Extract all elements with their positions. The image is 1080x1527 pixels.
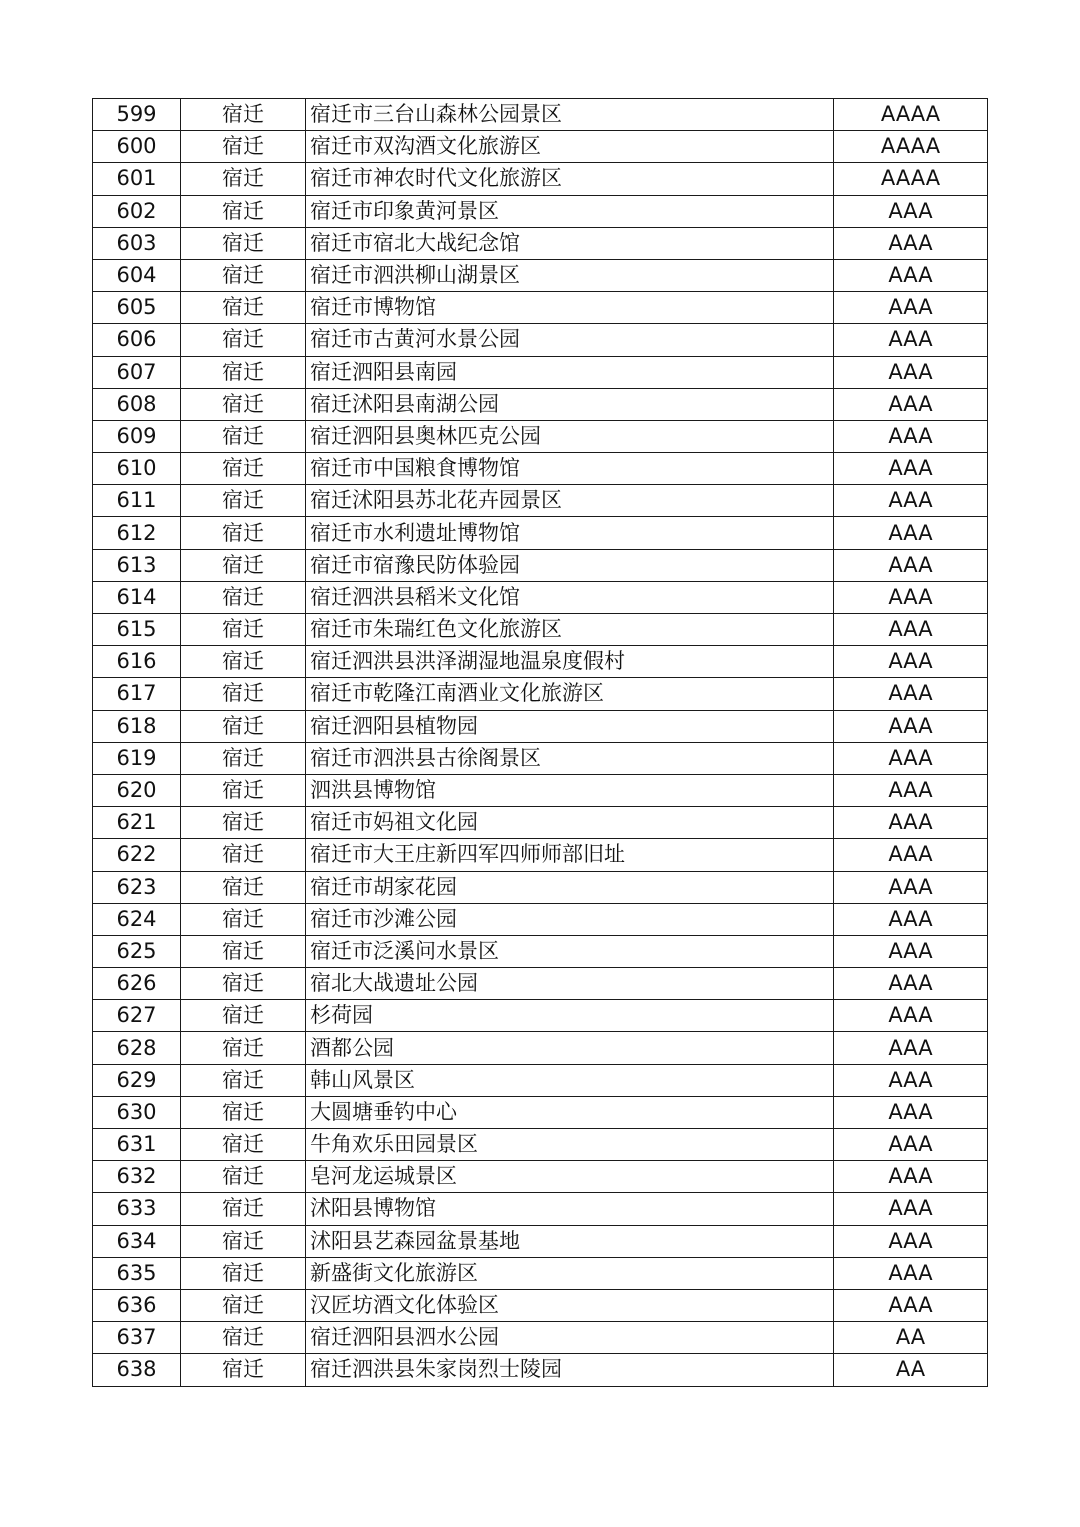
table-row — [93, 774, 988, 806]
row-city: 宿迁 — [181, 227, 306, 259]
row-city: 宿迁 — [181, 1064, 306, 1096]
row-city: 宿迁 — [181, 1322, 306, 1354]
row-number: 603 — [93, 227, 181, 259]
row-number: 608 — [93, 388, 181, 420]
row-number: 629 — [93, 1064, 181, 1096]
row-scenic-name: 宿迁泗洪县稻米文化馆 — [306, 581, 834, 613]
row-number: 637 — [93, 1322, 181, 1354]
row-number: 620 — [93, 774, 181, 806]
row-number: 636 — [93, 1289, 181, 1321]
row-city: 宿迁 — [181, 1289, 306, 1321]
row-city: 宿迁 — [181, 420, 306, 452]
row-scenic-name: 宿迁市中国粮食博物馆 — [306, 453, 834, 485]
row-level: AAA — [834, 259, 988, 291]
row-level: AAA — [834, 1225, 988, 1257]
row-level: AAA — [834, 968, 988, 1000]
table-row — [93, 453, 988, 485]
row-city: 宿迁 — [181, 774, 306, 806]
row-city: 宿迁 — [181, 259, 306, 291]
table-row — [93, 935, 988, 967]
table-row — [93, 1257, 988, 1289]
row-city: 宿迁 — [181, 485, 306, 517]
table-row — [93, 420, 988, 452]
row-scenic-name: 宿迁市双沟酒文化旅游区 — [306, 131, 834, 163]
row-scenic-name: 牛角欢乐田园景区 — [306, 1129, 834, 1161]
row-level: AAA — [834, 1000, 988, 1032]
table-row — [93, 549, 988, 581]
table-row — [93, 1289, 988, 1321]
row-number: 623 — [93, 871, 181, 903]
row-level: AAA — [834, 453, 988, 485]
row-city: 宿迁 — [181, 710, 306, 742]
row-scenic-name: 宿迁泗阳县泗水公园 — [306, 1322, 834, 1354]
row-city: 宿迁 — [181, 1032, 306, 1064]
row-level: AAA — [834, 549, 988, 581]
row-scenic-name: 宿迁市宿北大战纪念馆 — [306, 227, 834, 259]
row-scenic-name: 宿迁市胡家花园 — [306, 871, 834, 903]
table-row — [93, 710, 988, 742]
row-level: AAA — [834, 420, 988, 452]
row-level: AAA — [834, 871, 988, 903]
table-row — [93, 195, 988, 227]
row-number: 612 — [93, 517, 181, 549]
row-number: 622 — [93, 839, 181, 871]
row-city: 宿迁 — [181, 99, 306, 131]
row-scenic-name: 宿迁泗洪县洪泽湖湿地温泉度假村 — [306, 646, 834, 678]
row-level: AAA — [834, 742, 988, 774]
row-level: AAA — [834, 1064, 988, 1096]
row-level: AA — [834, 1354, 988, 1386]
row-number: 634 — [93, 1225, 181, 1257]
row-level: AAA — [834, 1096, 988, 1128]
row-scenic-name: 宿迁市沙滩公园 — [306, 903, 834, 935]
row-number: 601 — [93, 163, 181, 195]
row-level: AAA — [834, 485, 988, 517]
row-level: AAA — [834, 292, 988, 324]
row-number: 604 — [93, 259, 181, 291]
row-level: AAA — [834, 356, 988, 388]
table-row — [93, 1096, 988, 1128]
row-number: 606 — [93, 324, 181, 356]
table-row — [93, 388, 988, 420]
row-scenic-name: 宿迁市朱瑞红色文化旅游区 — [306, 614, 834, 646]
row-city: 宿迁 — [181, 1193, 306, 1225]
table-row — [93, 99, 988, 131]
row-level: AAA — [834, 324, 988, 356]
scenic-area-table-sheet — [92, 98, 987, 1387]
row-number: 627 — [93, 1000, 181, 1032]
row-scenic-name: 宿迁沭阳县苏北花卉园景区 — [306, 485, 834, 517]
row-scenic-name: 宿迁市印象黄河景区 — [306, 195, 834, 227]
row-number: 609 — [93, 420, 181, 452]
row-city: 宿迁 — [181, 195, 306, 227]
table-row — [93, 968, 988, 1000]
row-number: 611 — [93, 485, 181, 517]
row-level: AAA — [834, 1032, 988, 1064]
row-city: 宿迁 — [181, 131, 306, 163]
row-scenic-name: 沭阳县艺森园盆景基地 — [306, 1225, 834, 1257]
row-number: 614 — [93, 581, 181, 613]
row-city: 宿迁 — [181, 742, 306, 774]
row-city: 宿迁 — [181, 1257, 306, 1289]
row-scenic-name: 宿迁泗阳县南园 — [306, 356, 834, 388]
table-row — [93, 1032, 988, 1064]
row-city: 宿迁 — [181, 517, 306, 549]
row-number: 624 — [93, 903, 181, 935]
row-city: 宿迁 — [181, 324, 306, 356]
row-number: 631 — [93, 1129, 181, 1161]
row-level: AAA — [834, 227, 988, 259]
row-number: 638 — [93, 1354, 181, 1386]
row-scenic-name: 宿迁市泛溪问水景区 — [306, 935, 834, 967]
row-level: AAA — [834, 646, 988, 678]
table-row — [93, 1354, 988, 1386]
table-row — [93, 517, 988, 549]
row-city: 宿迁 — [181, 614, 306, 646]
row-level: AAAA — [834, 131, 988, 163]
row-scenic-name: 宿迁泗阳县植物园 — [306, 710, 834, 742]
table-row — [93, 1064, 988, 1096]
row-scenic-name: 韩山风景区 — [306, 1064, 834, 1096]
table-row — [93, 1129, 988, 1161]
row-level: AAA — [834, 678, 988, 710]
row-scenic-name: 泗洪县博物馆 — [306, 774, 834, 806]
row-scenic-name: 宿迁市水利遗址博物馆 — [306, 517, 834, 549]
table-row — [93, 871, 988, 903]
row-scenic-name: 宿迁市泗洪县古徐阁景区 — [306, 742, 834, 774]
row-level: AAA — [834, 839, 988, 871]
row-scenic-name: 皂河龙运城景区 — [306, 1161, 834, 1193]
table-row — [93, 1322, 988, 1354]
row-city: 宿迁 — [181, 549, 306, 581]
table-row — [93, 292, 988, 324]
row-level: AAA — [834, 903, 988, 935]
row-number: 599 — [93, 99, 181, 131]
row-city: 宿迁 — [181, 163, 306, 195]
row-city: 宿迁 — [181, 453, 306, 485]
row-city: 宿迁 — [181, 1161, 306, 1193]
row-city: 宿迁 — [181, 935, 306, 967]
row-number: 617 — [93, 678, 181, 710]
table-row — [93, 678, 988, 710]
row-scenic-name: 汉匠坊酒文化体验区 — [306, 1289, 834, 1321]
row-city: 宿迁 — [181, 678, 306, 710]
row-number: 621 — [93, 807, 181, 839]
row-number: 626 — [93, 968, 181, 1000]
row-city: 宿迁 — [181, 871, 306, 903]
row-city: 宿迁 — [181, 1129, 306, 1161]
row-scenic-name: 宿迁市神农时代文化旅游区 — [306, 163, 834, 195]
row-level: AAA — [834, 935, 988, 967]
row-scenic-name: 新盛街文化旅游区 — [306, 1257, 834, 1289]
row-scenic-name: 宿迁市古黄河水景公园 — [306, 324, 834, 356]
table-row — [93, 807, 988, 839]
row-level: AAA — [834, 388, 988, 420]
row-level: AAA — [834, 1129, 988, 1161]
row-number: 613 — [93, 549, 181, 581]
row-scenic-name: 宿迁市妈祖文化园 — [306, 807, 834, 839]
row-level: AAA — [834, 1193, 988, 1225]
table-row — [93, 324, 988, 356]
row-scenic-name: 沭阳县博物馆 — [306, 1193, 834, 1225]
row-level: AAAA — [834, 99, 988, 131]
table-row — [93, 1000, 988, 1032]
table-row — [93, 581, 988, 613]
scenic-area-table — [92, 98, 988, 1387]
row-level: AAA — [834, 517, 988, 549]
table-row — [93, 163, 988, 195]
table-row — [93, 614, 988, 646]
table-row — [93, 356, 988, 388]
table-body — [93, 99, 988, 1387]
row-level: AAA — [834, 614, 988, 646]
row-scenic-name: 杉荷园 — [306, 1000, 834, 1032]
row-scenic-name: 宿迁泗洪县朱家岗烈士陵园 — [306, 1354, 834, 1386]
row-number: 605 — [93, 292, 181, 324]
row-scenic-name: 宿迁市三台山森林公园景区 — [306, 99, 834, 131]
row-scenic-name: 酒都公园 — [306, 1032, 834, 1064]
row-scenic-name: 宿迁市乾隆江南酒业文化旅游区 — [306, 678, 834, 710]
row-number: 610 — [93, 453, 181, 485]
row-scenic-name: 宿迁市泗洪柳山湖景区 — [306, 259, 834, 291]
row-number: 630 — [93, 1096, 181, 1128]
table-row — [93, 131, 988, 163]
row-number: 625 — [93, 935, 181, 967]
row-level: AAA — [834, 195, 988, 227]
table-row — [93, 1161, 988, 1193]
row-level: AAA — [834, 710, 988, 742]
table-row — [93, 227, 988, 259]
row-number: 607 — [93, 356, 181, 388]
row-scenic-name: 宿北大战遗址公园 — [306, 968, 834, 1000]
row-number: 632 — [93, 1161, 181, 1193]
table-row — [93, 485, 988, 517]
row-city: 宿迁 — [181, 646, 306, 678]
row-city: 宿迁 — [181, 581, 306, 613]
table-row — [93, 903, 988, 935]
row-city: 宿迁 — [181, 1000, 306, 1032]
row-number: 600 — [93, 131, 181, 163]
row-scenic-name: 宿迁市博物馆 — [306, 292, 834, 324]
row-scenic-name: 宿迁沭阳县南湖公园 — [306, 388, 834, 420]
table-row — [93, 259, 988, 291]
row-level: AA — [834, 1322, 988, 1354]
row-number: 619 — [93, 742, 181, 774]
row-city: 宿迁 — [181, 807, 306, 839]
row-level: AAA — [834, 807, 988, 839]
row-scenic-name: 宿迁市大王庄新四军四师师部旧址 — [306, 839, 834, 871]
table-row — [93, 839, 988, 871]
row-city: 宿迁 — [181, 839, 306, 871]
row-level: AAAA — [834, 163, 988, 195]
row-city: 宿迁 — [181, 1225, 306, 1257]
row-city: 宿迁 — [181, 356, 306, 388]
row-number: 628 — [93, 1032, 181, 1064]
row-level: AAA — [834, 1161, 988, 1193]
row-city: 宿迁 — [181, 388, 306, 420]
row-scenic-name: 大圆塘垂钓中心 — [306, 1096, 834, 1128]
row-number: 615 — [93, 614, 181, 646]
row-scenic-name: 宿迁泗阳县奥林匹克公园 — [306, 420, 834, 452]
row-scenic-name: 宿迁市宿豫民防体验园 — [306, 549, 834, 581]
row-level: AAA — [834, 1257, 988, 1289]
table-row — [93, 646, 988, 678]
table-row — [93, 742, 988, 774]
row-city: 宿迁 — [181, 1354, 306, 1386]
row-city: 宿迁 — [181, 903, 306, 935]
row-level: AAA — [834, 581, 988, 613]
row-city: 宿迁 — [181, 968, 306, 1000]
row-number: 618 — [93, 710, 181, 742]
table-row — [93, 1225, 988, 1257]
row-level: AAA — [834, 1289, 988, 1321]
row-number: 602 — [93, 195, 181, 227]
row-city: 宿迁 — [181, 292, 306, 324]
row-city: 宿迁 — [181, 1096, 306, 1128]
row-number: 616 — [93, 646, 181, 678]
table-row — [93, 1193, 988, 1225]
row-level: AAA — [834, 774, 988, 806]
row-number: 635 — [93, 1257, 181, 1289]
row-number: 633 — [93, 1193, 181, 1225]
